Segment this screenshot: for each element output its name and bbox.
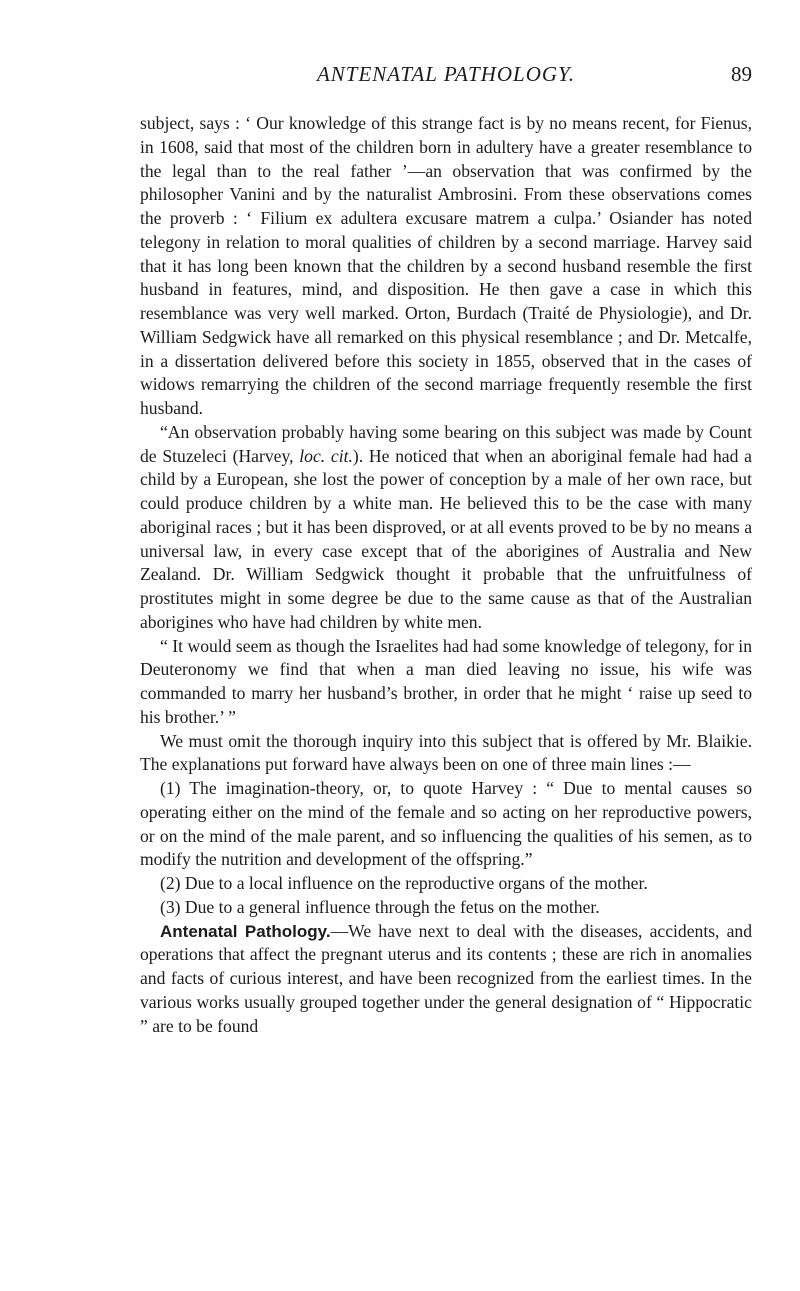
paragraph-text: “An observation probably having some bearing on this subject was made by Count de Stuzeleci (Harvey,: [140, 421, 752, 466]
running-title: ANTENATAL PATHOLOGY.: [316, 62, 576, 86]
section-heading: Antenatal Pathology.: [160, 921, 331, 941]
list-item: (3) Due to a general influence through the fetus on the mother.: [160, 896, 600, 917]
paragraph: [140, 421, 752, 635]
paragraph: [140, 920, 752, 1039]
page-number: 89: [731, 62, 752, 86]
paragraph: “ It would seem as though the Israelites had had some knowledge of telegony, for in Deuteronomy we find that when a man died leaving no issue, his wife was commanded to marry her husband’s brother, in order that he might ‘ raise up seed to his brother.’ ”: [140, 635, 752, 727]
list-item: (2) Due to a local influence on the reproductive organs of the mother.: [160, 873, 648, 893]
body-text: [140, 112, 752, 1038]
list-item: (1) The imagination-theory, or, to quote Harvey : “ Due to mental causes so operating either on the mind of the female and so acting on her reproductive powers, or on the mind of the male parent, and so influencing the qualities of his semen, as to modify the nutrition and development of the offspring.”: [140, 778, 752, 870]
paragraph: subject, says : ‘ Our knowledge of this strange fact is by no means recent, for Fienus, in 1608, said that most of the children born in adultery have a greater resemblance to the legal than to the real father ’—an observation that was confirmed by the philosopher Vanini and by the naturalist Ambrosini. From these observations comes the proverb : ‘ Filium ex adultera excusare matrem a culpa.’ Osiander has noted telegony in relation to moral qualities of children by a second marriage. Harvey said that it has long been known that the children by a second husband resemble the first husband in features, mind, and disposition. He then gave a case in which this resemblance was very well marked. Orton, Burdach (Traité de Physiologie), and Dr. William Sedgwick have all remarked on this physical resemblance ; and Dr. Metcalfe, in a dissertation delivered before this society in 1855, observed that in the cases of widows remarrying the children of the second marriage frequently resemble the first husband.: [140, 113, 752, 418]
paragraph-text: ). He noticed that when an aboriginal female had had a child by a European, she lost the power of conception by a male of her own race, but could produce children by a white man. He believed this to be the case with many aboriginal races ; but it has been disproved, or at all events proved to be by no means a universal law, in every case except that of the aborigines of Australia and New Zealand. Dr. William Sedgwick thought it probable that the unfruitfulness of prostitutes might in some degree be due to the same cause as that of the Australian aborigines who have had children by white men.: [140, 445, 752, 632]
citation-abbreviation: loc. cit.: [299, 445, 353, 466]
paragraph-text: —We have next to deal with the diseases, accidents, and operations that affect the pregnant uterus and its contents ; these are rich in anomalies and facts of curious interest, and have been recognized from the earliest times. In the various works usually grouped together under the general designation of “ Hippocratic ” are to be found: [140, 920, 752, 1036]
page-header: [140, 62, 752, 92]
paragraph: We must omit the thorough inquiry into this subject that is offered by Mr. Blaikie. The explanations put forward have always been on one of three main lines :—: [140, 730, 752, 775]
